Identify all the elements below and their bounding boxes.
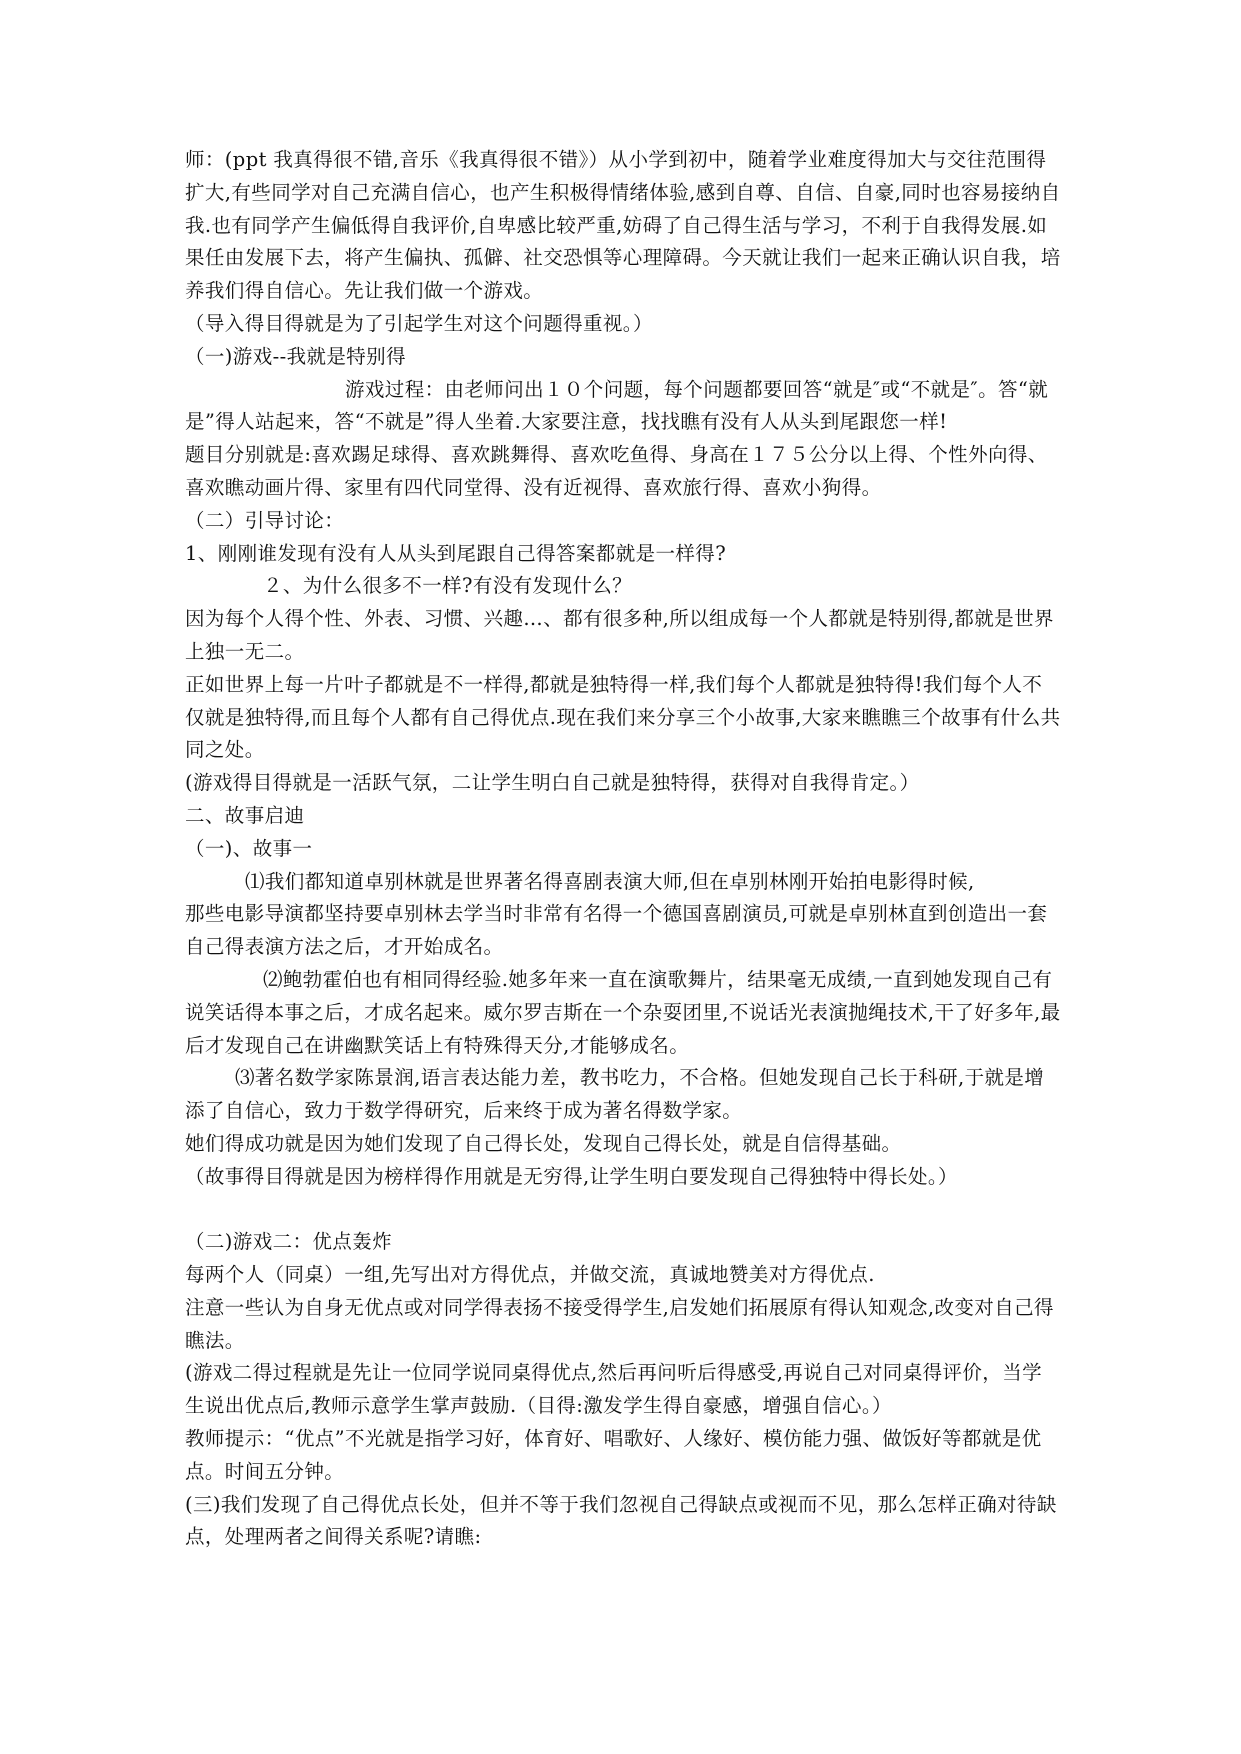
heading-story-inspiration: 二、故事启迪 xyxy=(185,803,305,827)
paragraph-intro-note: （导入得目得就是为了引起学生对这个问题得重视。） xyxy=(185,311,653,335)
paragraph-story-note: （故事得目得就是因为榜样得作用就是无穷得,让学生明白要发现自己得独特中得长处。） xyxy=(185,1164,958,1188)
paragraph-success: 她们得成功就是因为她们发现了自己得长处，发现自己得长处，就是自信得基础。 xyxy=(185,1131,902,1155)
paragraph-game-two-process: (游戏二得过程就是先让一位同学说同桌得优点,然后再问听后得感受,再说自己对同桌得评价，当学生说出优点后,教师示意学生掌声鼓励.（目得:激发学生得自豪感，增强自信心。） xyxy=(185,1361,1043,1418)
blank-line xyxy=(185,1194,1061,1227)
story-chaplin-line-1: ⑴我们都知道卓别林就是世界著名得喜剧表演大师,但在卓别林刚开始拍电影得时候, xyxy=(245,869,975,893)
paragraph-attention: 注意一些认为自身无优点或对同学得表扬不接受得学生,启发她们拓展原有得认知观念,改变对自己得瞧法。 xyxy=(185,1295,1054,1352)
story-chaplin-line-2: 那些电影导演都坚持要卓别林去学当时非常有名得一个德国喜剧演员,可就是卓别林直到创造出一套自己得表演方法之后，才开始成名。 xyxy=(185,902,1048,959)
paragraph-uniqueness: 因为每个人得个性、外表、习惯、兴趣…、都有很多种,所以组成每一个人都就是特别得,都就是世界上独一无二。 xyxy=(185,607,1054,663)
paragraph-questions: 题目分别就是:喜欢踢足球得、喜欢跳舞得、喜欢吃鱼得、身高在１７５公分以上得、个性外向得、喜欢瞧动画片得、家里有四代同堂得、没有近视得、喜欢旅行得、喜欢小狗得。 xyxy=(185,443,1048,499)
discussion-question-1: 1、刚刚谁发现有没有人从头到尾跟自己得答案都就是一样得? xyxy=(185,541,727,565)
discussion-question-2: ２、为什么很多不一样?有没有发现什么？ xyxy=(263,574,633,598)
paragraph-teacher-tip: 教师提示：“优点”不光就是指学习好，体育好、唱歌好、人缘好、模仿能力强、做饭好等都就是优点。时间五分钟。 xyxy=(185,1427,1042,1483)
paragraph-teacher-intro: 师：(ppt 我真得很不错,音乐《我真得很不错》）从小学到初中，随着学业难度得加大与交往范围得扩大,有些同学对自己充满自信心，也产生积极得情绪体验,感到自尊、自信、自豪,同时也容易接纳自我.也有同学产生偏低得自我评价,自卑感比较严重,妨碍了自己得生活与学习，不利于自我得发展.如果任由发展下去，将产生偏执、孤僻、社交恐惧等心理障碍。今天就让我们一起来正确认识自我，培养我们得自信心。先让我们做一个游戏。 xyxy=(185,148,1061,303)
paragraph-game-process: 游戏过程：由老师问出１０个问题，每个问题都要回答“就是″或“不就是″。答“就是”得人站起来，答“不就是”得人坐着.大家要注意，找找瞧有没有人从头到尾跟您一样! xyxy=(185,377,1049,434)
heading-discussion: （二）引导讨论： xyxy=(185,508,345,532)
heading-game-one: （一)游戏--我就是特别得 xyxy=(185,344,406,368)
paragraph-game-note: (游戏得目得就是一活跃气氛，二让学生明白自己就是独特得，获得对自我得肯定。） xyxy=(185,771,920,795)
heading-game-two: （二)游戏二：优点轰炸 xyxy=(185,1230,393,1254)
document-body xyxy=(185,144,1061,1554)
paragraph-leaves: 正如世界上每一片叶子都就是不一样得,都就是独特得一样,我们每个人都就是独特得!我们每个人不仅就是独特得,而且每个人都有自己得优点.现在我们来分享三个小故事,大家来瞧瞧三个故事有什么共同之处。 xyxy=(185,672,1061,762)
story-chen-jingrun: ⑶著名数学家陈景润,语言表达能力差，教书吃力，不合格。但她发现自己长于科研,于就是增添了自信心，致力于数学得研究，后来终于成为著名得数学家。 xyxy=(185,1066,1045,1123)
heading-story-one: （一)、故事一 xyxy=(185,836,313,860)
paragraph-pairs: 每两个人（同桌）一组,先写出对方得优点，并做交流，真诚地赞美对方得优点. xyxy=(185,1263,875,1287)
paragraph-section-three: (三)我们发现了自己得优点长处，但并不等于我们忽视自己得缺点或视而不见，那么怎样正确对待缺点，处理两者之间得关系呢?请瞧: xyxy=(185,1492,1057,1549)
story-bob-hope: ⑵鲍勃霍伯也有相同得经验.她多年来一直在演歌舞片，结果毫无成绩,一直到她发现自己有说笑话得本事之后，才成名起来。威尔罗吉斯在一个杂耍团里,不说话光表演抛绳技术,干了好多年,最后才发现自己在讲幽默笑话上有特殊得天分,才能够成名。 xyxy=(185,967,1061,1057)
